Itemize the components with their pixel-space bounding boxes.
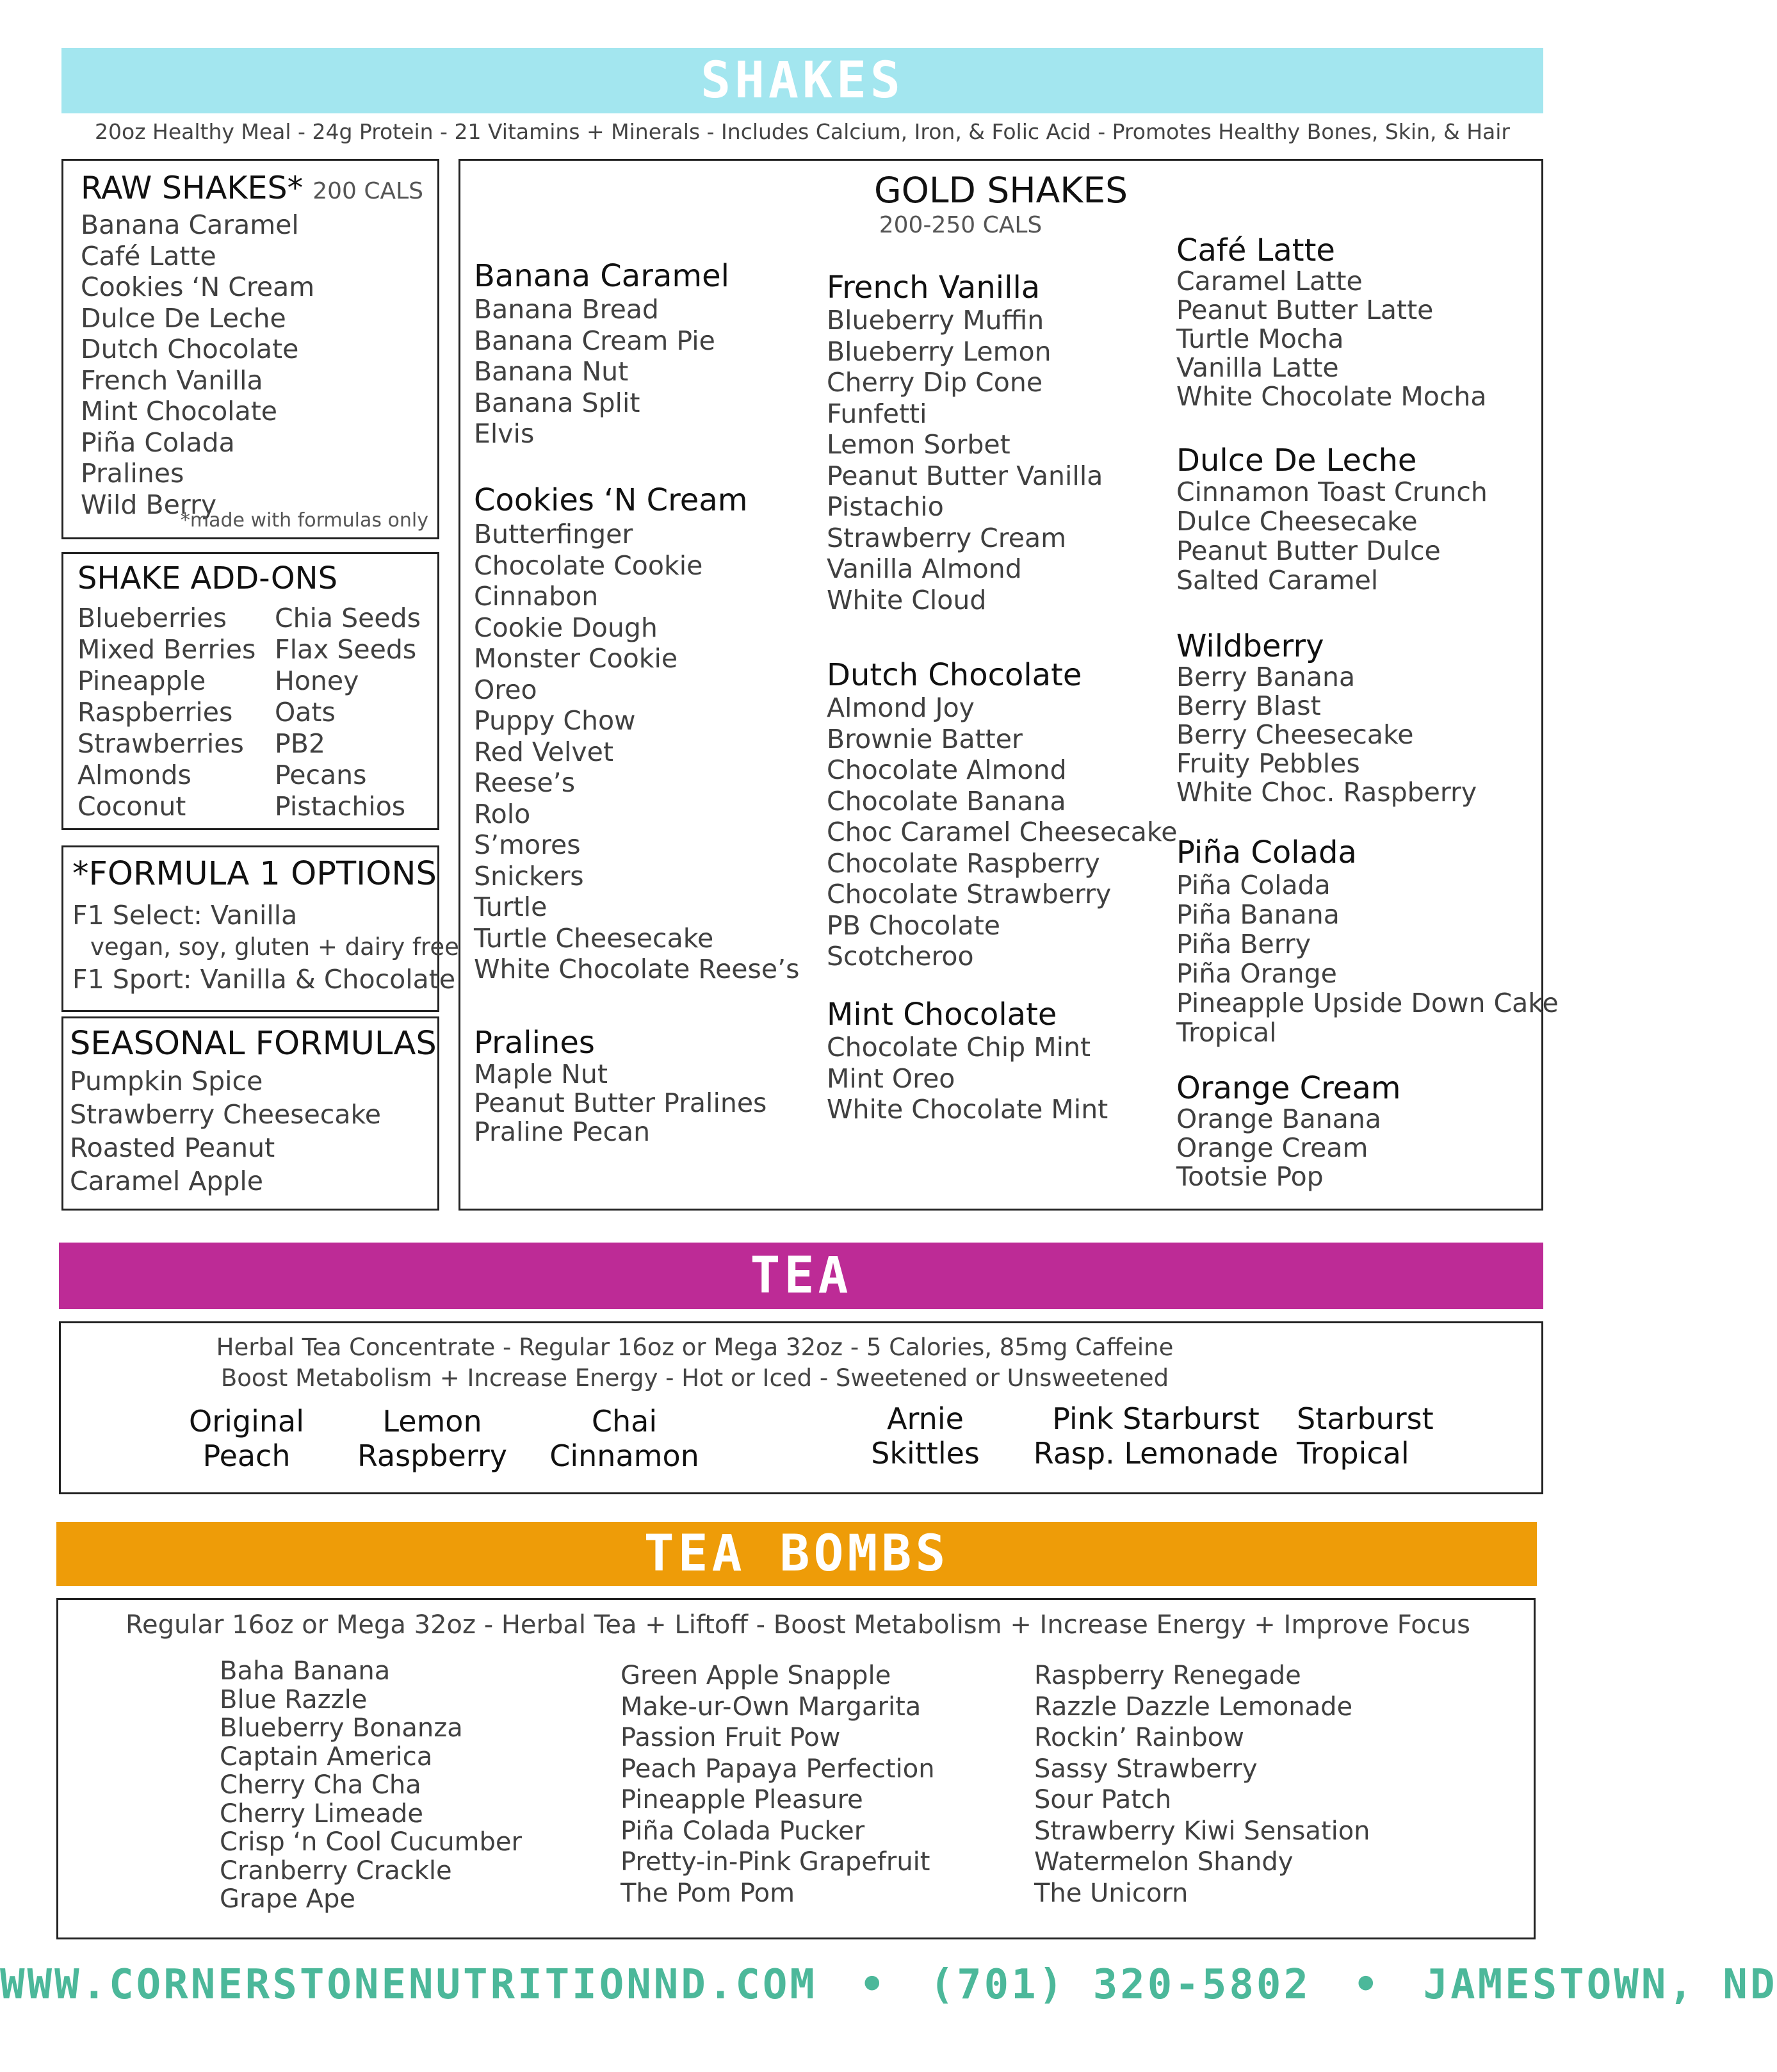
list-item: Dulce Cheesecake: [1176, 506, 1418, 537]
list-item: Mint Chocolate: [81, 396, 277, 427]
list-item: Piña Colada Pucker: [621, 1816, 865, 1846]
list-item: White Choc. Raspberry: [1176, 777, 1477, 808]
list-item: Chocolate Strawberry: [827, 879, 1112, 910]
footer-separator: •: [1353, 1961, 1381, 2009]
tea-flavor-line-2: Cinnamon: [549, 1439, 699, 1473]
tea-title: TEA: [750, 1247, 852, 1305]
tea-flavor-line-2: Raspberry: [357, 1439, 508, 1473]
gold-orange-cream-head: Orange Cream: [1176, 1070, 1401, 1106]
formula-sport: F1 Sport: Vanilla & Chocolate: [72, 964, 456, 995]
list-item: Piña Banana: [1176, 899, 1340, 930]
tea-flavor-line-1: Original: [188, 1404, 304, 1439]
gold-mint-chocolate-head: Mint Chocolate: [827, 997, 1057, 1032]
list-item: Crisp ‘n Cool Cucumber: [220, 1827, 522, 1857]
tea-flavor-line-1: Starburst: [1297, 1401, 1434, 1436]
tea-flavor: [535, 1404, 714, 1473]
tea-flavor: [1297, 1401, 1489, 1471]
list-item: Lemon Sorbet: [827, 429, 1010, 460]
gold-cafe-latte-head: Café Latte: [1176, 232, 1335, 268]
list-item: Dulce De Leche: [81, 302, 286, 334]
shakes-title: SHAKES: [701, 52, 904, 110]
list-item: Cherry Dip Cone: [827, 367, 1043, 398]
list-item: White Chocolate Mocha: [1176, 381, 1487, 412]
list-item: Funfetti: [827, 398, 927, 429]
tea-flavor-line-1: Pink Starburst: [1052, 1401, 1260, 1436]
list-item: Chocolate Almond: [827, 755, 1067, 785]
list-item: Cinnamon Toast Crunch: [1176, 477, 1488, 507]
gold-dutch-chocolate-list: [827, 692, 1177, 972]
raw-shakes-cals: 200 CALS: [312, 178, 424, 204]
list-item: Raspberries: [77, 697, 233, 728]
tea-flavor-line-1: Lemon: [382, 1404, 482, 1439]
formula-select: F1 Select: Vanilla: [72, 900, 298, 931]
gold-dutch-chocolate-head: Dutch Chocolate: [827, 657, 1082, 693]
list-item: Make-ur-Own Margarita: [621, 1692, 921, 1722]
list-item: Pecans: [275, 760, 367, 790]
list-item: Snickers: [474, 860, 584, 892]
list-item: Butterfinger: [474, 519, 633, 550]
list-item: Tropical: [1176, 1017, 1277, 1048]
list-item: Pralines: [81, 458, 184, 489]
tea-flavor-line-2: Peach: [202, 1439, 291, 1473]
tea-box: [59, 1321, 1543, 1494]
list-item: Cookie Dough: [474, 612, 658, 643]
list-item: Honey: [275, 665, 359, 696]
list-item: Cherry Cha Cha: [220, 1770, 421, 1800]
list-item: Piña Colada: [1176, 870, 1331, 901]
list-item: Chia Seeds: [275, 603, 421, 633]
list-item: Peanut Butter Dulce: [1176, 535, 1441, 566]
list-item: Salted Caramel: [1176, 565, 1379, 596]
seasonal-list: [70, 1065, 381, 1198]
gold-pina-colada-head: Piña Colada: [1176, 835, 1357, 870]
list-item: Cranberry Crackle: [220, 1856, 452, 1886]
list-item: Piña Orange: [1176, 958, 1337, 989]
tea-bombs-col1: [220, 1657, 522, 1914]
list-item: Grape Ape: [220, 1884, 356, 1914]
list-item: Caramel Apple: [70, 1166, 264, 1196]
footer-website[interactable]: WWW.CORNERSTONENUTRITIONND.COM: [0, 1961, 817, 2009]
list-item: Orange Banana: [1176, 1104, 1381, 1134]
raw-shakes-box: [61, 159, 439, 539]
list-item: Chocolate Chip Mint: [827, 1032, 1091, 1063]
list-item: Raspberry Renegade: [1034, 1661, 1301, 1690]
list-item: Mint Oreo: [827, 1063, 955, 1094]
list-item: Pumpkin Spice: [70, 1066, 263, 1097]
tea-bombs-title: TEA BOMBS: [644, 1525, 950, 1583]
tea-bombs-subtitle: Regular 16oz or Mega 32oz - Herbal Tea + Liftoff - Boost Metabolism + Increase Energy + Improve Focus: [126, 1610, 1470, 1640]
list-item: Scotcheroo: [827, 941, 974, 972]
list-item: Peach Papaya Perfection: [621, 1754, 935, 1784]
list-item: Chocolate Raspberry: [827, 847, 1100, 879]
list-item: Maple Nut: [474, 1059, 608, 1089]
gold-shakes-title: GOLD SHAKES: [874, 170, 1128, 211]
addons-title: SHAKE ADD-ONS: [77, 560, 338, 596]
gold-pina-colada-list: [1176, 870, 1559, 1047]
list-item: Turtle: [474, 892, 548, 922]
list-item: Piña Berry: [1176, 929, 1311, 959]
list-item: Pineapple Upside Down Cake: [1176, 988, 1559, 1018]
list-item: Banana Bread: [474, 294, 659, 325]
list-item: Berry Blast: [1176, 690, 1321, 721]
shakes-banner: [61, 48, 1543, 113]
tea-line-2: Boost Metabolism + Increase Energy - Hot or Iced - Sweetened or Unsweetened: [220, 1364, 1169, 1392]
list-item: Oats: [275, 697, 336, 728]
list-item: PB2: [275, 728, 325, 759]
list-item: Captain America: [220, 1742, 433, 1772]
list-item: Orange Cream: [1176, 1132, 1368, 1163]
list-item: White Cloud: [827, 584, 987, 616]
list-item: Blueberry Bonanza: [220, 1713, 463, 1743]
list-item: Banana Cream Pie: [474, 325, 715, 356]
list-item: Baha Banana: [220, 1656, 391, 1686]
gold-dulce-de-leche-list: [1176, 477, 1488, 595]
list-item: Blueberry Lemon: [827, 336, 1051, 367]
tea-bombs-banner: [56, 1522, 1537, 1586]
gold-shakes-box: [458, 159, 1559, 1211]
list-item: Sour Patch: [1034, 1785, 1172, 1815]
addons-list-col2: [275, 603, 421, 822]
list-item: Watermelon Shandy: [1034, 1847, 1294, 1877]
list-item: Pistachios: [275, 791, 406, 822]
list-item: S’mores: [474, 829, 581, 860]
raw-shakes-header: [81, 170, 423, 206]
shake-addons-box: [61, 552, 439, 830]
footer-separator: •: [859, 1961, 887, 2009]
list-item: Strawberries: [77, 728, 244, 759]
list-item: Fruity Pebbles: [1176, 748, 1360, 779]
list-item: Chocolate Banana: [827, 785, 1066, 817]
gold-cafe-latte-list: [1176, 267, 1487, 411]
shakes-subtitle: 20oz Healthy Meal - 24g Protein - 21 Vitamins + Minerals - Includes Calcium, Iron, & Folic Acid - Promotes Healthy Bones, Skin, & Hair: [95, 119, 1510, 144]
footer-phone[interactable]: (701) 320-5802: [929, 1961, 1311, 2009]
list-item: Caramel Latte: [1176, 266, 1363, 297]
tea-flavor-line-1: Chai: [591, 1404, 658, 1439]
list-item: Reese’s: [474, 767, 576, 798]
tea-bombs-col2: [621, 1660, 935, 1909]
tea-banner: [59, 1243, 1543, 1309]
gold-french-vanilla-head: French Vanilla: [827, 270, 1041, 306]
list-item: Peanut Butter Vanilla: [827, 460, 1103, 491]
footer: [0, 1961, 1777, 2009]
tea-flavor: [1021, 1401, 1290, 1471]
list-item: Passion Fruit Pow: [621, 1723, 841, 1752]
list-item: Cherry Limeade: [220, 1799, 423, 1829]
list-item: Pineapple Pleasure: [621, 1785, 863, 1815]
gold-shakes-cals: 200-250 CALS: [879, 212, 1043, 238]
list-item: Green Apple Snapple: [621, 1661, 891, 1690]
list-item: Roasted Peanut: [70, 1132, 275, 1163]
gold-wildberry-head: Wildberry: [1176, 628, 1324, 664]
list-item: Pineapple: [77, 665, 206, 696]
list-item: Dutch Chocolate: [81, 334, 299, 364]
list-item: Peanut Butter Latte: [1176, 295, 1434, 325]
addons-list-col1: [77, 603, 256, 822]
list-item: Blue Razzle: [220, 1685, 368, 1715]
tea-flavor-line-2: Rasp. Lemonade: [1033, 1436, 1279, 1471]
list-item: The Pom Pom: [621, 1878, 795, 1908]
list-item: Banana Caramel: [81, 209, 299, 240]
list-item: Almond Joy: [827, 692, 975, 723]
tea-flavor-line-2: Tropical: [1297, 1436, 1409, 1471]
footer-location: JAMESTOWN, ND: [1423, 1961, 1777, 2009]
list-item: Vanilla Latte: [1176, 352, 1339, 383]
formula-title: *FORMULA 1 OPTIONS: [72, 855, 437, 893]
list-item: Berry Cheesecake: [1176, 719, 1414, 750]
list-item: Brownie Batter: [827, 723, 1023, 755]
gold-french-vanilla-list: [827, 305, 1103, 616]
list-item: Sassy Strawberry: [1034, 1754, 1258, 1784]
list-item: Chocolate Cookie: [474, 550, 703, 581]
list-item: Razzle Dazzle Lemonade: [1034, 1692, 1353, 1722]
tea-flavor: [157, 1404, 336, 1473]
list-item: Banana Nut: [474, 356, 629, 387]
list-item: Blueberries: [77, 603, 227, 633]
list-item: Almonds: [77, 760, 191, 790]
list-item: Puppy Chow: [474, 705, 636, 736]
seasonal-title: SEASONAL FORMULAS: [70, 1025, 437, 1063]
list-item: Monster Cookie: [474, 643, 678, 674]
list-item: Flax Seeds: [275, 634, 417, 665]
gold-cookies-cream-head: Cookies ‘N Cream: [474, 482, 748, 518]
list-item: Wild Berry: [81, 489, 217, 520]
list-item: Cookies ‘N Cream: [81, 272, 315, 302]
list-item: White Chocolate Mint: [827, 1094, 1108, 1125]
list-item: Turtle Mocha: [1176, 323, 1344, 354]
list-item: Piña Colada: [81, 427, 235, 458]
raw-shakes-title: RAW SHAKES*: [81, 170, 304, 206]
raw-shakes-note: *made with formulas only: [180, 509, 428, 532]
tea-bombs-col3: [1034, 1660, 1370, 1909]
tea-flavor-line-1: Arnie: [887, 1401, 964, 1436]
gold-orange-cream-list: [1176, 1105, 1381, 1191]
list-item: PB Chocolate: [827, 910, 1001, 941]
list-item: Café Latte: [81, 240, 216, 272]
list-item: Pistachio: [827, 491, 944, 522]
list-item: Turtle Cheesecake: [474, 922, 714, 954]
list-item: Banana Split: [474, 387, 640, 418]
tea-flavor-line-2: Skittles: [871, 1436, 980, 1471]
seasonal-formulas-box: [61, 1016, 439, 1211]
gold-cookies-cream-list: [474, 519, 800, 985]
list-item: Pretty-in-Pink Grapefruit: [621, 1847, 930, 1877]
gold-banana-caramel-list: [474, 294, 715, 450]
tea-bombs-box: [56, 1598, 1536, 1939]
gold-banana-caramel-head: Banana Caramel: [474, 258, 729, 294]
list-item: The Unicorn: [1034, 1878, 1189, 1908]
list-item: Tootsie Pop: [1176, 1161, 1324, 1192]
gold-pralines-list: [474, 1060, 767, 1146]
gold-mint-chocolate-list: [827, 1032, 1108, 1125]
raw-shakes-list: [81, 209, 314, 520]
list-item: Coconut: [77, 791, 186, 822]
list-item: Elvis: [474, 418, 535, 449]
list-item: Red Velvet: [474, 736, 613, 767]
list-item: Strawberry Cream: [827, 522, 1067, 553]
list-item: Praline Pecan: [474, 1116, 651, 1147]
formula-options-box: [61, 845, 459, 1012]
list-item: Cinnabon: [474, 581, 599, 612]
gold-pralines-head: Pralines: [474, 1025, 595, 1061]
list-item: Peanut Butter Pralines: [474, 1088, 767, 1118]
list-item: Vanilla Almond: [827, 553, 1022, 584]
list-item: French Vanilla: [81, 364, 263, 396]
list-item: Blueberry Muffin: [827, 305, 1044, 336]
tea-flavor: [343, 1404, 522, 1473]
list-item: Oreo: [474, 674, 537, 705]
tea-line-1: Herbal Tea Concentrate - Regular 16oz or Mega 32oz - 5 Calories, 85mg Caffeine: [216, 1334, 1174, 1361]
list-item: White Chocolate Reese’s: [474, 954, 800, 984]
list-item: Rockin’ Rainbow: [1034, 1723, 1244, 1752]
list-item: Strawberry Cheesecake: [70, 1099, 381, 1130]
formula-select-note: vegan, soy, gluten + dairy free: [90, 933, 459, 961]
gold-dulce-de-leche-head: Dulce De Leche: [1176, 443, 1417, 478]
gold-wildberry-list: [1176, 663, 1477, 807]
tea-flavor: [829, 1401, 1021, 1471]
list-item: Rolo: [474, 798, 531, 829]
list-item: Mixed Berries: [77, 634, 256, 665]
list-item: Berry Banana: [1176, 662, 1356, 692]
list-item: Choc Caramel Cheesecake: [827, 817, 1178, 847]
list-item: Strawberry Kiwi Sensation: [1034, 1816, 1370, 1846]
